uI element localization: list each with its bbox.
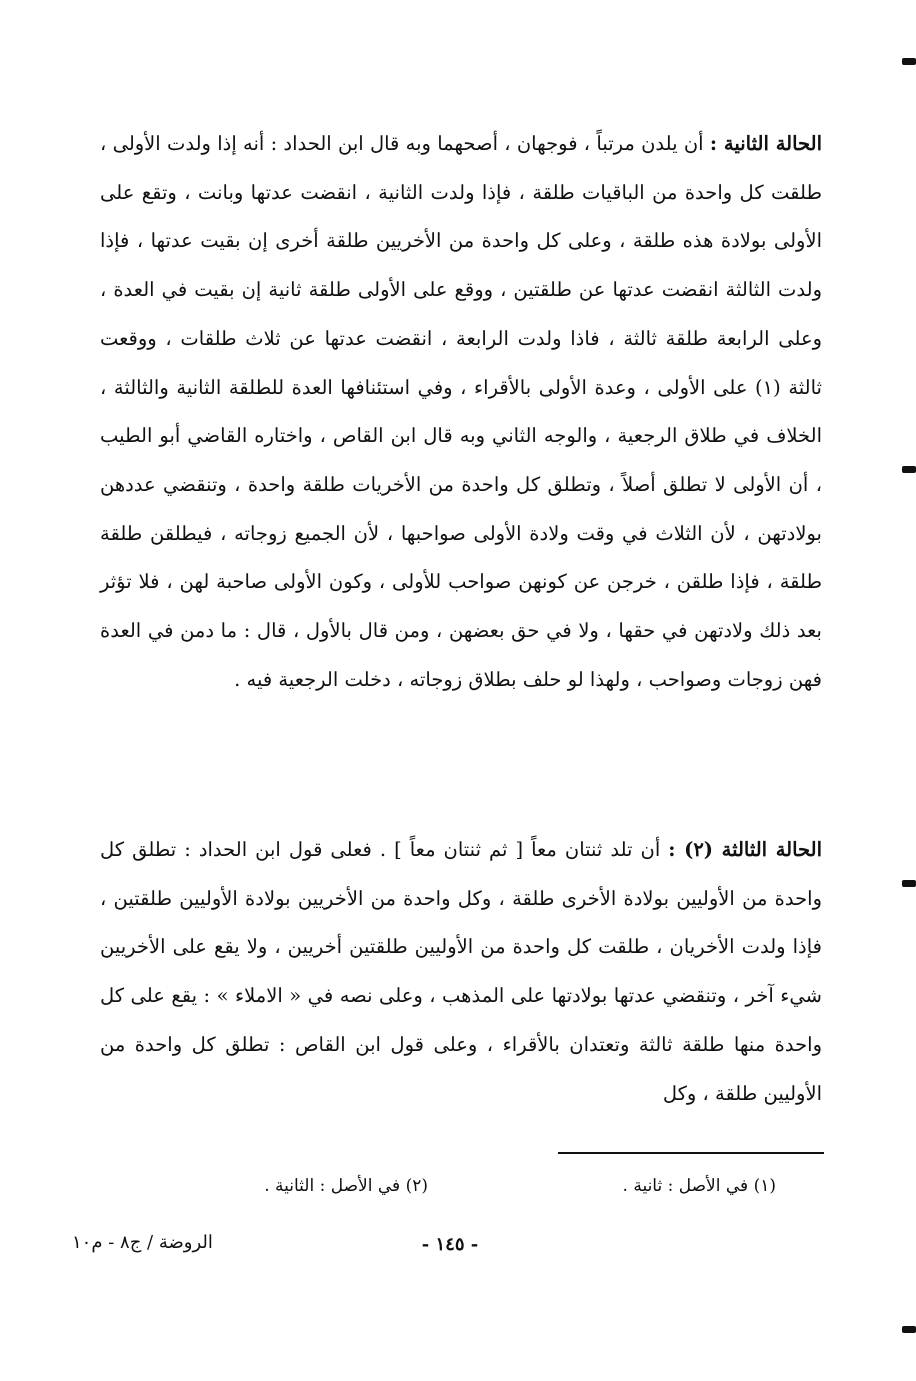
paragraph-body: أن تلد ثنتان معاً [ ثم ثنتان معاً ] . فعلى قول ابن الحداد : تطلق كل واحدة من الأوليين بولادة الأخرى طلقة ، وكل واحدة من الأخريين بولادة الأوليين طلقتين ، فإذا ولدت الأخريان ، طلقت كل واحدة من الأوليين طلقتين أخريين ، ولا يقع على الأخريين شيء آخر ، وتنقضي عدتها بولادتها على المذهب ، وعلى نصه في « الاملاء » : يقع على كل واحدة منها طلقة ثالثة وتعتدان بالأقراء ، وعلى قول ابن القاص : تطلق كل واحدة من الأوليين طلقة ، وكل [100,838,822,1105]
footnote-1: (١) في الأصل : ثانية . [622,1176,776,1196]
scan-edge-mark [902,1326,916,1333]
paragraph-heading: الحالة الثالثة (٢) : [668,838,822,861]
scan-edge-mark [902,880,916,887]
footnote-divider [558,1152,824,1154]
paragraph-third-case [100,826,822,1118]
paragraph-heading: الحالة الثانية : [709,132,823,155]
paragraph-body: أن يلدن مرتباً ، فوجهان ، أصحهما وبه قال ابن الحداد : أنه إذا ولدت الأولى ، طلقت كل واحدة من الباقيات طلقة ، فإذا ولدت الثانية ، انقضت عدتها وبانت ، وتقع على الأولى بولادة هذه طلقة ، وعلى كل واحدة من الأخريين طلقة أخرى إن بقيت عدتها ، فإذا ولدت الثالثة انقضت عدتها عن طلقتين ، ووقع على الأولى طلقة ثانية إن بقيت في العدة ، وعلى الرابعة طلقة ثالثة ، فاذا ولدت الرابعة ، انقضت عدتها عن ثلاث طلقات ، ووقعت ثالثة (١) على الأولى ، وعدة الأولى بالأقراء ، وفي استئنافها العدة للطلقة الثانية والثالثة ، الخلاف في طلاق الرجعية ، والوجه الثاني وبه قال ابن القاص ، واختاره القاضي أبو الطيب ، أن الأولى لا تطلق أصلاً ، وتطلق كل واحدة من الأخريات طلقة واحدة ، وتنقضي عددهن بولادتهن ، لأن الثلاث في وقت ولادة الأولى صواحبها ، لأن الجميع زوجاته ، فيطلقن طلقة طلقة ، فإذا طلقن ، خرجن عن كونهن صواحب للأولى ، وكون الأولى صاحبة لهن ، فلا تؤثر بعد ذلك ولادتهن في حقها ، ولا في حق بعضهن ، ومن قال بالأول ، قال : ما دمن في العدة فهن زوجات وصواحب ، ولهذا لو حلف بطلاق زوجاته ، دخلت الرجعية فيه . [100,132,822,691]
scan-edge-mark [902,58,916,65]
paragraph-second-case [100,120,822,704]
printer-signature: الروضة / ج٨ - م١٠ [72,1232,213,1253]
footnote-2: (٢) في الأصل : الثانية . [264,1176,428,1196]
scan-edge-mark [902,466,916,473]
page-number: - ١٤٥ - [421,1234,479,1255]
